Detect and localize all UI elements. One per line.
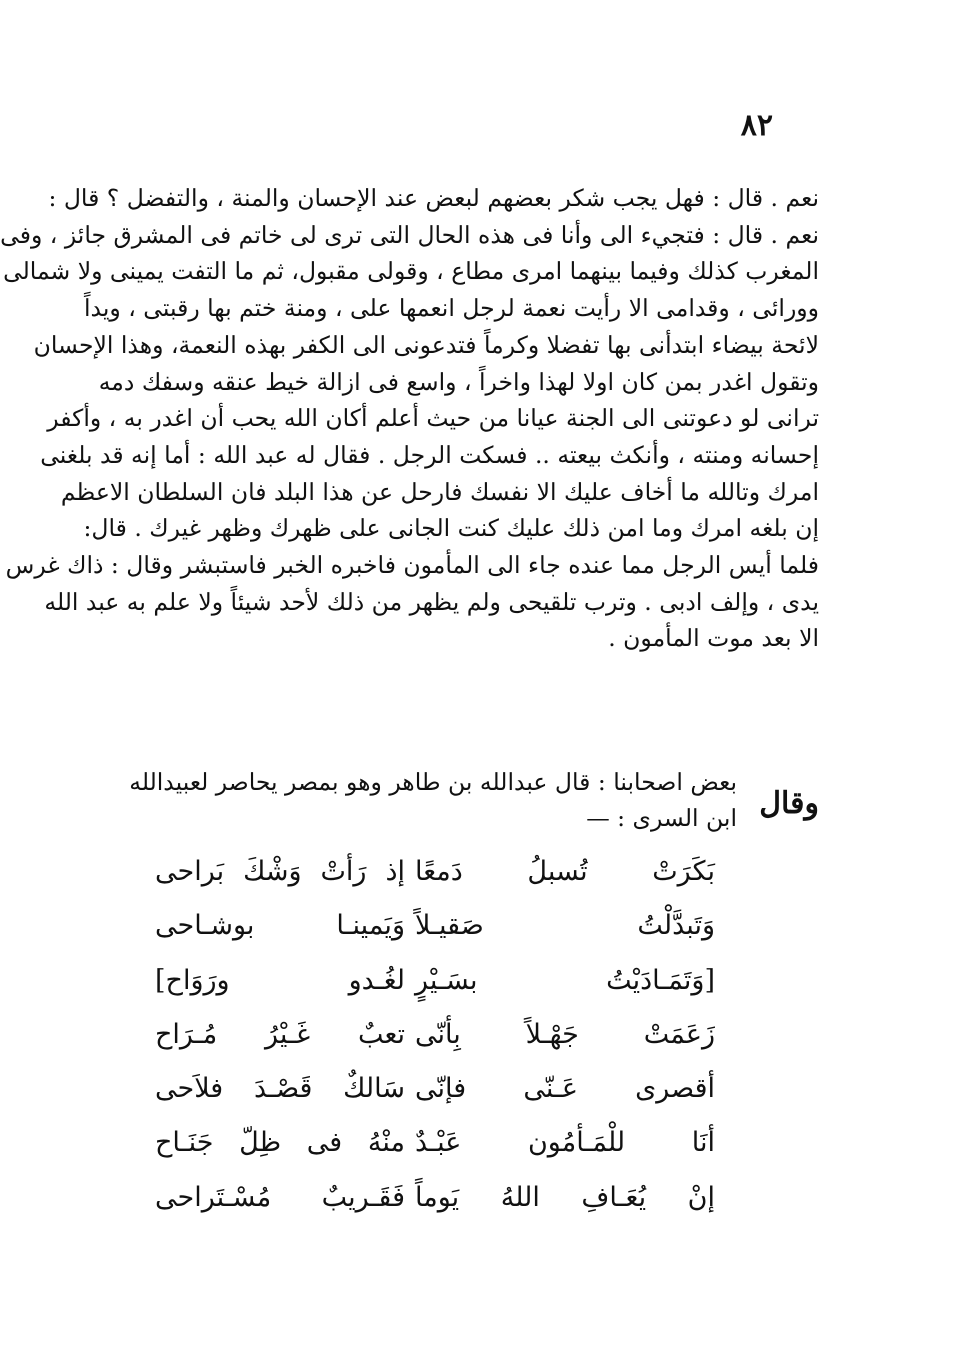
intro-line: بعض اصحابنا : قال عبدالله بن طاهر وهو بمصر يحاصر لعبيدالله (129, 768, 737, 796)
verse-first-hemistich: زَعَمَتْ جَهْـلاً بِأنّى (415, 1018, 715, 1050)
verse-second-hemistich: إذ رَأتْ وَشْكَ بَراحى (155, 856, 405, 887)
verse (155, 1121, 715, 1175)
prose-line: لائحة بيضاء ابتدأنى بها تفضلا وكرماً فتدعونى الى الكفر بهذه النعمة، وهذا الإحسان (33, 330, 819, 359)
verse-second-hemistich: وَيَمينـا بوشـاحى (155, 910, 405, 942)
verse (155, 904, 715, 958)
prose-body (0, 180, 819, 657)
intro-line: ابن السرى : — (586, 804, 737, 832)
poem-intro (129, 764, 819, 836)
verse-first-hemistich: وَتَبدَّلْتُ صَقيـلاً (415, 910, 715, 942)
prose-line: وورائى ، وقدامى الا رأيت نعمة لرجل انعمها على ، ومنة ختم بها رقبتى ، ويداً (84, 294, 819, 323)
verse-first-hemistich: بَكَرَتْ تُسبلُ دَمعًا (415, 856, 715, 887)
prose-line: يدى ، وإلف ادبى . وترب تلقيحى ولم يظهر من ذلك لأحد شيئاً ولا علم به عبد الله (44, 587, 819, 616)
prose-line: وتقول اغدر بمن كان اولا لهذا واخراً ، واسع فى ازالة خيط عنقه وسفك دمه (98, 367, 819, 396)
verse-first-hemistich: أقصرى عَـنّى فإنّى (415, 1073, 715, 1105)
verse (155, 1013, 715, 1067)
prose-line: فلما أيس الرجل مما عنده جاء الى المأمون فاخبره الخبر فاستبشر وقال : ذاك غرس (5, 551, 819, 580)
verse-first-hemistich: إنْ يُعَـافِ اللهُ يَوماً (415, 1181, 715, 1213)
page-number: ٨٢ (740, 108, 773, 143)
prose-line: امرك وتالله ما أخاف عليك الا نفسك فارحل عن هذا البلد فان السلطان الاعظم (60, 477, 819, 506)
verse (155, 1067, 715, 1121)
intro-lead-word: وقال (759, 786, 819, 821)
prose-line: نعم . قال : فهل يجب شكر بعضهم لبعض عند الإحسان والمنة ، والتفضل ؟ قال : (48, 184, 819, 212)
poem (155, 850, 715, 1230)
prose-line: إحسانه ومنته ، وأنكث بيعته .. فسكت الرجل . فقال له عبد الله : أما إنه قد بلغنى (40, 440, 819, 469)
verse-second-hemistich: فَقَـريبٌ مُسْـتَراحى (155, 1181, 405, 1213)
verse-second-hemistich: لغُـدو ورَوَاح] (155, 964, 405, 996)
verse (155, 1176, 715, 1230)
verse-first-hemistich: أنَا للْمَـأمُون عَبْـدٌ (415, 1127, 715, 1159)
prose-line: إن بلغه امرك وما امن ذلك عليك كنت الجانى على ظهرك وظهر غيرك . قال: (83, 514, 819, 543)
prose-line: المغرب كذلك وفيما بينهما امرى مطاع ، وقولى مقبول، ثم ما التفت يمينى ولا شمالى (3, 257, 819, 286)
verse-first-hemistich: [وَتَمَـادَيْتُ بسَـيْرٍ (415, 964, 715, 996)
verse-second-hemistich: منْهُ فى ظِلّ جَنَـاح (155, 1127, 405, 1159)
verse (155, 959, 715, 1013)
intro-lines (129, 764, 737, 836)
verse-second-hemistich: تعبٌ غَـيْرُ مُـرَاح (155, 1018, 405, 1050)
prose-line: نعم . قال : فتجيء الى وأنا فى هذه الحال التى ترى لى خاتم فى المشرق جائز ، وفى (0, 220, 819, 249)
verse (155, 850, 715, 904)
prose-line: الا بعد موت المأمون . (608, 624, 819, 653)
verse-second-hemistich: سَالكٌ قَصْـدَ فلاَحى (155, 1073, 405, 1105)
prose-line: ترانى لو دعوتنى الى الجنة عيانا من حيث أعلم أكان الله يحب أن اغدر به ، وأكفر (47, 404, 819, 433)
